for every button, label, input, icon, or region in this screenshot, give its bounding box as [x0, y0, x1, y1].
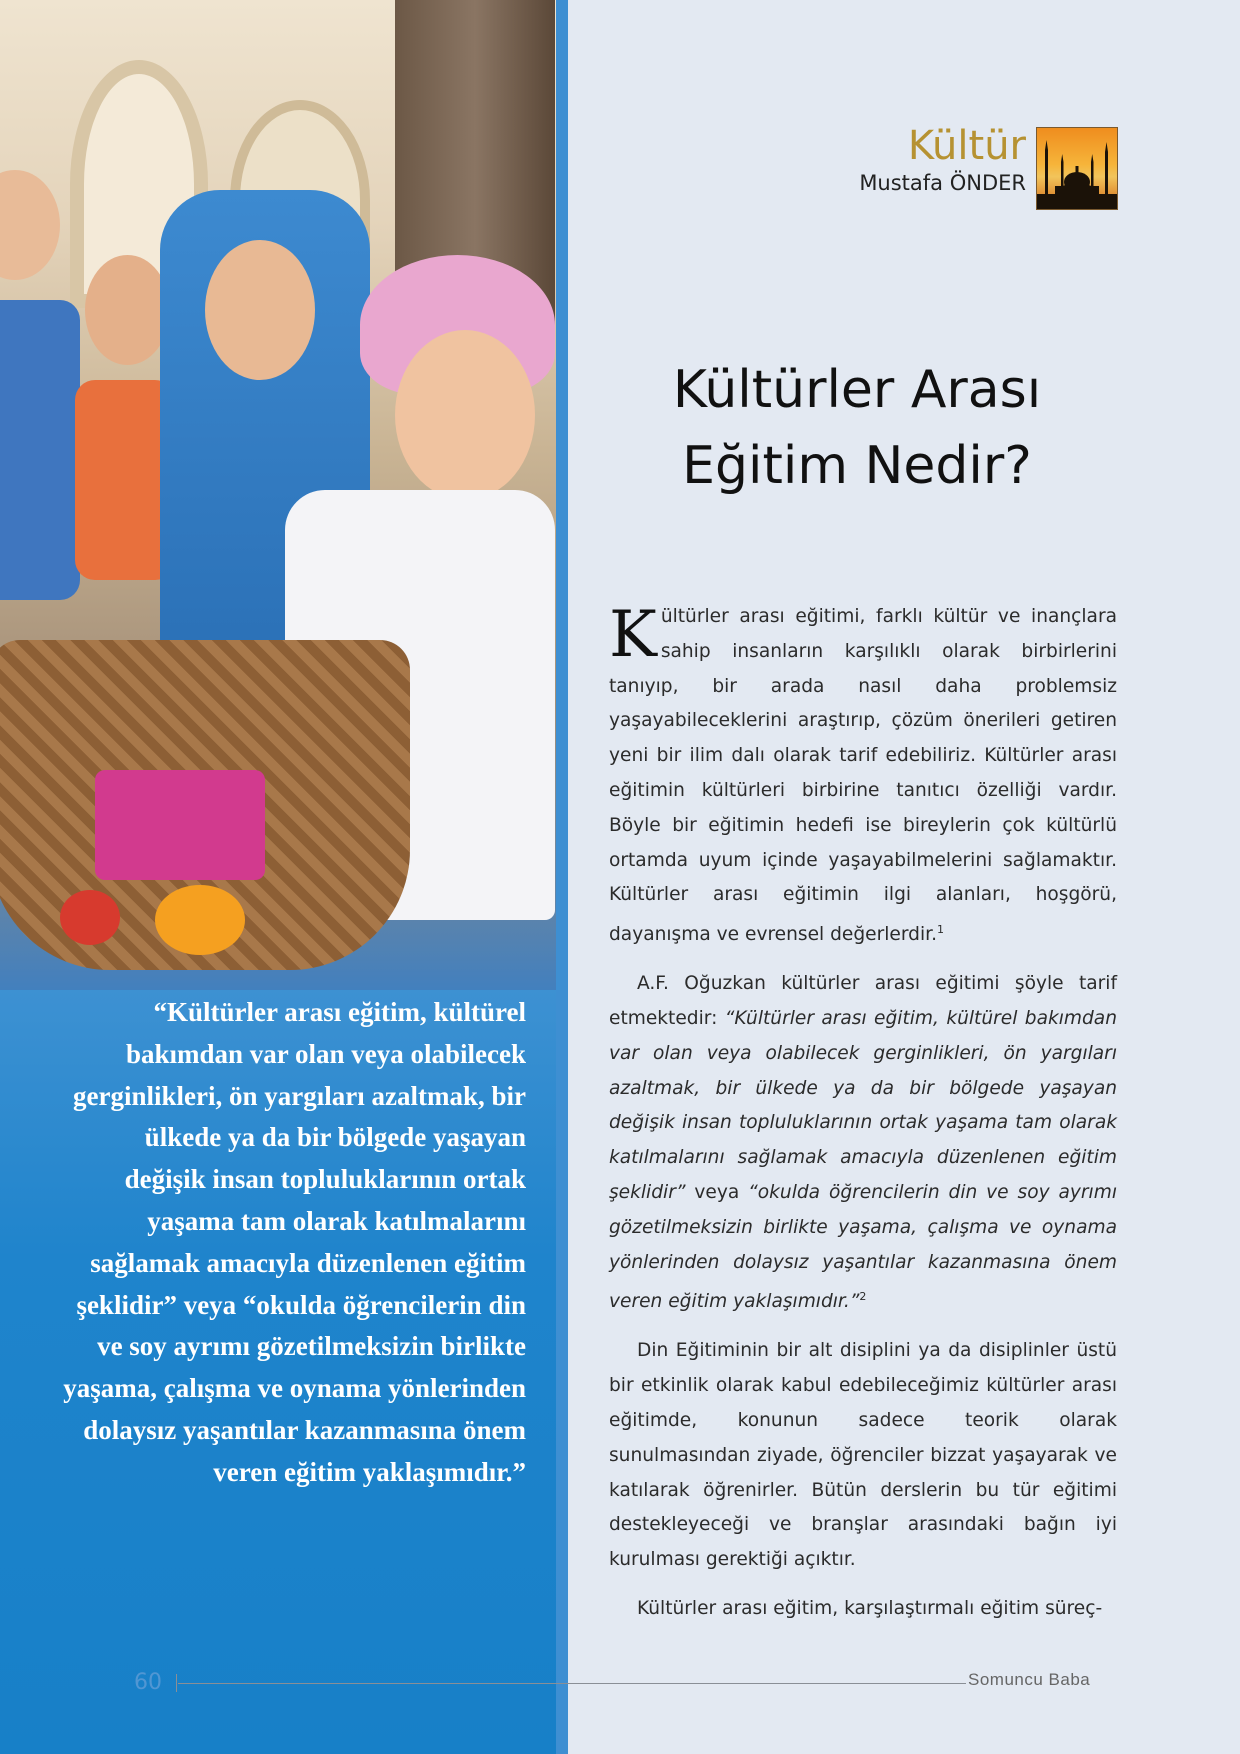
fruit — [155, 885, 245, 955]
magazine-name: Somuncu Baba — [968, 1670, 1091, 1689]
author-name: Mustafa ÖNDER — [859, 171, 1026, 195]
title-line-1: Kültürler Arası — [672, 360, 1042, 420]
pink-cloth — [95, 770, 265, 880]
pull-quote: “Kültürler arası eğitim, kültürel bakımdan var olan veya olabilecek gerginlikleri, ön yargıları azaltmak, bir ülkede ya da bir bölgede yaşayan değişik insan topluluklarının ortak yaşama tam olarak katılmalarını sağlamak amacıyla düzenlenen eğitim şeklidir” veya “okulda öğrencilerin din ve soy ayrımı gözetilmeksizin birlikte yaşama, çalışma ve oynama yönlerinden dolaysız yaşantılar kazanmasına önem veren eğitim yaklaşımıdır.” — [63, 997, 526, 1487]
mosque-sunset-icon — [1036, 127, 1118, 210]
title-line-2: Eğitim Nedir? — [682, 436, 1032, 496]
column-divider-stripe — [556, 0, 568, 1754]
page-number: 60 — [134, 1670, 162, 1695]
paragraph-2 — [609, 967, 1117, 1320]
drop-cap: K — [609, 598, 657, 672]
footnote-ref-2: 2 — [859, 1290, 867, 1304]
child-figure — [85, 255, 170, 365]
article-photo — [0, 0, 556, 1000]
paragraph-4: Kültürler arası eğitim, karşılaştırmalı eğitim süreç- — [637, 1597, 1103, 1619]
paragraph-2-intro: A.F. Oğuzkan kültürler arası eğitimi şöyle tarif etmektedir: — [609, 973, 1117, 1029]
fruit — [60, 890, 120, 945]
footer-tick — [176, 1674, 177, 1692]
child-figure — [205, 240, 315, 380]
article-body — [609, 600, 1117, 1641]
paragraph-1 — [609, 600, 1117, 953]
paragraph-2-connector: veya — [685, 1181, 749, 1203]
child-figure — [0, 170, 60, 280]
footer-rule — [178, 1683, 966, 1684]
paragraph-3: Din Eğitiminin bir alt disiplini ya da disiplinler üstü bir etkinlik olarak kabul edebileceğimiz kültürler arası eğitimde, konunun sadece teorik olarak sunulmasından ziyade, öğrenciler bizzat yaşayarak ve katılarak öğrenirler. Bütün derslerin bu tür eğitimi destekleyeceği ve branşlar arasındaki bağın iyi kurulması gerektiği açıktır. — [609, 1340, 1117, 1571]
footnote-ref-1: 1 — [936, 923, 944, 937]
section-name: Kültür — [907, 123, 1026, 169]
paragraph-1-text: ültürler arası eğitimi, farklı kültür ve inançlara sahip insanların karşılıklı olarak birbirlerini tanıyıp, bir arada nasıl daha problemsiz yaşayabileceklerini araştırıp, çözüm önerileri getiren yeni bir ilim dalı olarak tarif edebiliriz. Kültürler arası eğitimin kültürleri birbirine tanıtıcı özelliği vardır. Böyle bir eğitimin hedefi ise bireylerin çok kültürlü ortamda uyum içinde yaşayabilmelerini sağlamaktır. Kültürler arası eğitimin ilgi alanları, hoşgörü, dayanışma ve evrensel değerlerdir. — [609, 606, 1117, 946]
section-tag — [859, 124, 1026, 196]
child-shirt — [0, 300, 80, 600]
mosque-silhouette — [1037, 128, 1117, 209]
child-figure — [395, 330, 535, 500]
article-title — [600, 352, 1114, 504]
definition-quote-2: “okulda öğrencilerin din ve soy ayrımı gözetilmeksizin birlikte yaşama, çalışma ve oynama yönlerinden dolaysız yaşantılar kazanmasına önem veren eğitim yaklaşımıdır.” — [609, 1181, 1117, 1313]
definition-quote-1: “Kültürler arası eğitim, kültürel bakımdan var olan veya olabilecek gerginlikleri, ön yargıları azaltmak, bir ülkede ya da bir bölgede yaşayan değişik insan topluluklarının ortak yaşama tam olarak katılmalarını sağlamak amacıyla düzenlenen eğitim şeklidir” — [609, 1007, 1117, 1203]
